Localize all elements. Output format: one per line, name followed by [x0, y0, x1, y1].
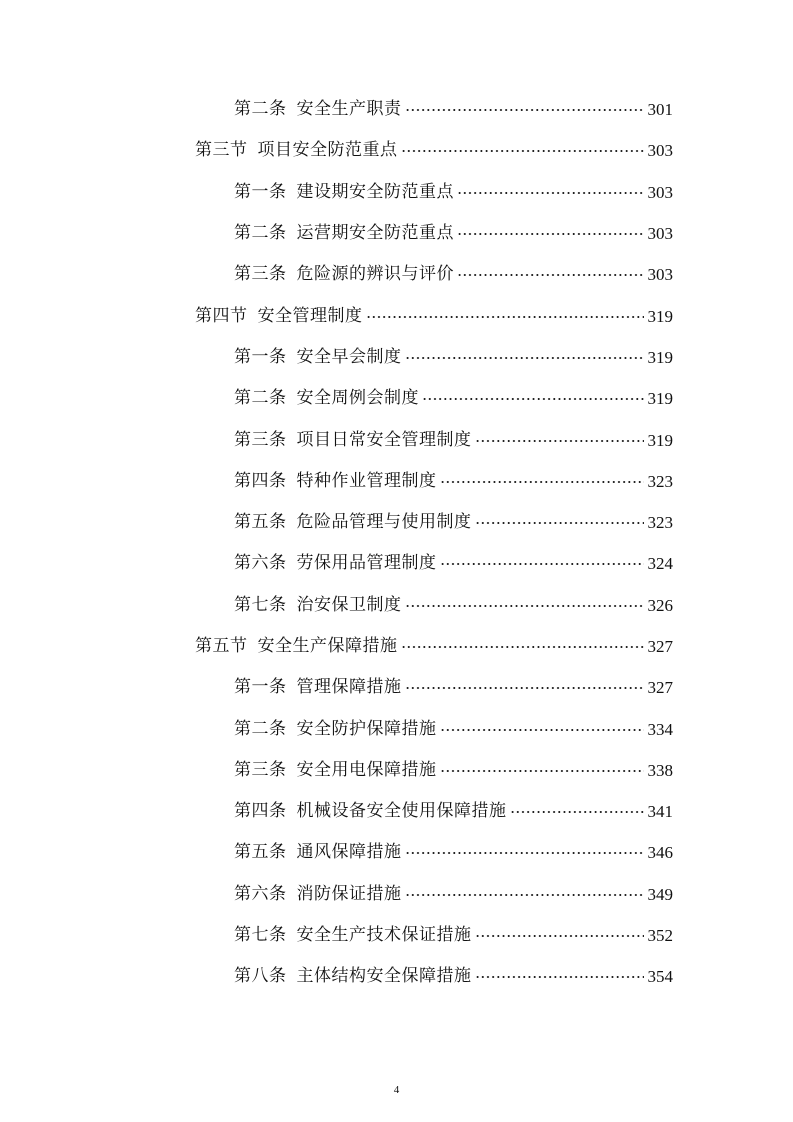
toc-entry-number: 第四节: [195, 305, 248, 326]
toc-entry: [234, 927, 673, 944]
toc-entry-page: 319: [647, 306, 673, 326]
toc-article-row[interactable]: [0, 172, 793, 213]
dot-leader: [405, 893, 645, 897]
toc-entry-title: 危险品管理与使用制度: [296, 512, 472, 533]
toc-entry-title: 劳保用品管理制度: [296, 553, 437, 574]
toc-entry-page: 354: [647, 967, 673, 987]
toc-entry-title: 主体结构安全保障措施: [296, 966, 472, 987]
toc-entry-page: 346: [647, 843, 673, 863]
toc-entry-page: 303: [647, 224, 673, 244]
toc-entry-number: 第三条: [234, 429, 287, 450]
toc-entry-number: 第五条: [234, 512, 287, 533]
dot-leader: [457, 273, 644, 277]
dot-leader: [405, 851, 645, 855]
toc-entry: [234, 514, 673, 531]
dot-leader: [440, 480, 645, 484]
toc-entry: [234, 390, 673, 407]
toc-entry: [234, 844, 673, 861]
dot-leader: [405, 686, 645, 690]
toc-entry-number: 第一条: [234, 346, 287, 367]
toc-article-row[interactable]: [0, 378, 793, 419]
toc-entry-title: 项目日常安全管理制度: [296, 429, 472, 450]
toc-entry-page: 341: [647, 802, 673, 822]
toc-article-row[interactable]: [0, 667, 793, 708]
toc-entry-number: 第二条: [234, 223, 287, 244]
toc-entry-page: 327: [647, 678, 673, 698]
toc-entry-number: 第四条: [234, 801, 287, 822]
toc-entry-page: 352: [647, 926, 673, 946]
toc-entry: [234, 429, 673, 450]
toc-article-row[interactable]: [0, 832, 793, 873]
toc-entry-title: 安全早会制度: [296, 346, 402, 367]
toc-article-row[interactable]: [0, 750, 793, 791]
toc-entry-title: 管理保障措施: [296, 677, 402, 698]
toc-entry-page: 338: [647, 760, 673, 780]
toc-entry: [195, 638, 673, 655]
toc-entry-title: 治安保卫制度: [296, 594, 402, 615]
dot-leader: [475, 439, 645, 443]
toc-entry-title: 消防保证措施: [296, 883, 402, 904]
toc-article-row[interactable]: [0, 874, 793, 915]
toc-entry-title: 安全管理制度: [257, 305, 363, 326]
toc-article-row[interactable]: [0, 708, 793, 749]
toc-entry-page: 303: [647, 182, 673, 202]
toc-entry: [234, 470, 673, 491]
toc-entry-number: 第三条: [234, 759, 287, 780]
toc-entry-title: 项目安全防范重点: [257, 140, 398, 161]
toc-article-row[interactable]: [0, 213, 793, 254]
toc-entry-page: 303: [647, 141, 673, 161]
toc-article-row[interactable]: [0, 585, 793, 626]
toc-article-row[interactable]: [0, 419, 793, 460]
toc-entry-number: 第二条: [234, 388, 287, 409]
toc-entry-number: 第五节: [195, 636, 248, 656]
toc-entry: [234, 266, 673, 283]
toc-article-row[interactable]: [0, 502, 793, 543]
toc-entry: [234, 594, 673, 615]
toc-section-row[interactable]: [0, 626, 793, 667]
toc-article-row[interactable]: [0, 254, 793, 295]
dot-leader: [405, 356, 645, 360]
toc-entry-number: 第一条: [234, 677, 287, 698]
toc-entry-title: 运营期安全防范重点: [296, 223, 454, 244]
toc-entry: [234, 181, 673, 202]
toc-entry-page: 334: [647, 719, 673, 739]
toc-article-row[interactable]: [0, 956, 793, 997]
toc-entry-title: 通风保障措施: [296, 842, 402, 863]
toc-entry: [195, 305, 673, 326]
dot-leader: [401, 149, 645, 153]
toc-entry-page: 326: [647, 595, 673, 615]
toc-entry-page: 303: [647, 265, 673, 285]
toc-entry-page: 319: [647, 430, 673, 450]
toc-article-row[interactable]: [0, 915, 793, 956]
toc-article-row[interactable]: [0, 791, 793, 832]
toc-article-row[interactable]: [0, 337, 793, 378]
toc-entry-title: 安全生产技术保证措施: [296, 925, 472, 946]
dot-leader: [440, 728, 645, 732]
toc-entry-title: 特种作业管理制度: [296, 470, 437, 491]
toc-entry-title: 机械设备安全使用保障措施: [296, 801, 507, 822]
dot-leader: [440, 769, 645, 773]
toc-entry-title: 安全生产保障措施: [257, 636, 398, 656]
toc-entry-number: 第六条: [234, 553, 287, 574]
toc-entry: [234, 718, 673, 739]
dot-leader: [475, 975, 645, 979]
toc-entry: [234, 968, 673, 985]
toc-section-row[interactable]: [0, 295, 793, 336]
toc-section-row[interactable]: [0, 130, 793, 171]
toc-entry-number: 第二条: [234, 718, 287, 739]
toc-entry-title: 安全用电保障措施: [296, 759, 437, 780]
toc-entry: [234, 346, 673, 367]
toc-entry-title: 安全生产职责: [296, 99, 402, 120]
toc-entry-number: 第七条: [234, 925, 287, 946]
toc-entry-page: 349: [647, 884, 673, 904]
dot-leader: [457, 232, 644, 236]
toc-entry-number: 第三节: [195, 140, 248, 161]
toc-entry-number: 第七条: [234, 594, 287, 615]
toc-entry: [234, 803, 673, 820]
dot-leader: [440, 562, 645, 566]
dot-leader: [401, 645, 645, 649]
toc-entry-page: 323: [647, 471, 673, 491]
dot-leader: [457, 191, 644, 195]
toc-entry-title: 建设期安全防范重点: [296, 181, 454, 202]
dot-leader: [475, 934, 645, 938]
toc-entry: [234, 679, 673, 696]
toc-entry: [234, 225, 673, 242]
toc-entry-page: 319: [647, 347, 673, 367]
toc-entry: [234, 883, 673, 904]
toc-entry-page: 319: [647, 389, 673, 409]
dot-leader: [405, 108, 645, 112]
toc-entry-title: 危险源的辨识与评价: [296, 264, 454, 285]
dot-leader: [422, 397, 644, 401]
toc-article-row[interactable]: [0, 543, 793, 584]
toc-entry-title: 安全周例会制度: [296, 388, 419, 409]
toc-entry-number: 第五条: [234, 842, 287, 863]
dot-leader: [405, 604, 645, 608]
toc-article-row[interactable]: [0, 461, 793, 502]
toc-entry-number: 第四条: [234, 470, 287, 491]
toc-entry: [234, 555, 673, 572]
toc-entry-number: 第一条: [234, 181, 287, 202]
table-of-contents: [0, 89, 793, 998]
toc-entry-number: 第八条: [234, 966, 287, 987]
toc-entry-page: 323: [647, 513, 673, 533]
toc-entry-page: 324: [647, 554, 673, 574]
toc-entry: [195, 142, 673, 159]
toc-entry-number: 第二条: [234, 99, 287, 120]
toc-entry-page: 301: [647, 100, 673, 120]
toc-entry-page: 327: [647, 637, 673, 656]
toc-entry: [234, 759, 673, 780]
dot-leader: [475, 521, 645, 525]
toc-entry-number: 第六条: [234, 883, 287, 904]
toc-entry-title: 安全防护保障措施: [296, 718, 437, 739]
dot-leader: [510, 810, 645, 814]
toc-entry-number: 第三条: [234, 264, 287, 285]
dot-leader: [366, 315, 645, 319]
page-number: 4: [393, 1084, 400, 1096]
toc-article-row[interactable]: [0, 89, 793, 130]
toc-entry: [234, 101, 673, 118]
